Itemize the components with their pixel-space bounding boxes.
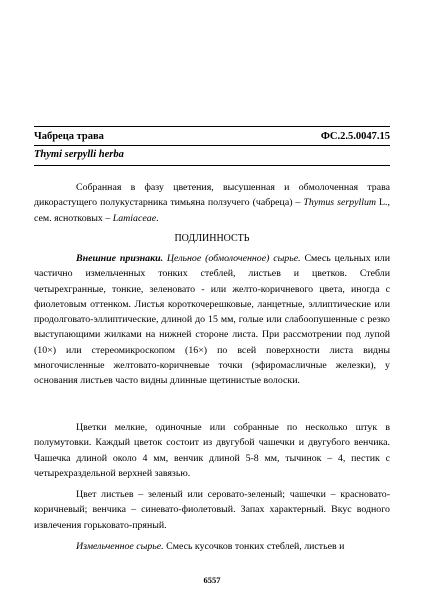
intro-latin-1: Thymus serpyllum xyxy=(303,197,377,209)
monograph-title-la: Thymi serpylli herba xyxy=(34,149,124,160)
intro-text-2: L., сем. яснотковых – xyxy=(34,197,390,224)
color-paragraph xyxy=(34,487,390,533)
external-sublabel: Цельное (обмолоченное) сырье. xyxy=(163,253,301,264)
header-bottom-rule xyxy=(34,165,390,166)
color-text: Цвет листьев – зеленый или серовато-зеленый; чашечки – красновато-коричневый; венчика – синевато-фиолетовый. Запах характерный. Вкус водного извлечения горьковато-пряный. xyxy=(34,489,390,531)
monograph-title-ru: Чабреца трава xyxy=(34,131,104,142)
crushed-paragraph xyxy=(34,539,390,554)
intro-paragraph xyxy=(34,180,390,226)
intro-latin-2: Lamiaceae xyxy=(112,212,157,224)
page-number: 6557 xyxy=(203,575,221,585)
flowers-text: Цветки мелкие, одиночные или собранные по несколько штук в полумутовки. Каждый цветок состоит из двугубой чашечки и двугубого венчика. Чашечка длиной около 4 мм, венчик длиной 5-8 мм, тычинок – 4, пестик с четырехраздельной верхней завязью. xyxy=(34,422,390,479)
intro-text-1: Собранная в фазу цветения, высушенная и обмолоченная трава дикорастущего полукустарника тимьяна ползучего (чабреца) – xyxy=(34,182,390,209)
external-label: Внешние признаки. xyxy=(76,253,164,264)
intro-text-3: . xyxy=(156,212,159,224)
crushed-text: Смесь кусочков тонких стеблей, листьев и xyxy=(163,541,345,552)
section-heading-identity: ПОДЛИННОСТЬ xyxy=(174,233,250,244)
flowers-paragraph xyxy=(34,420,390,481)
crushed-label: Измельченное сырье. xyxy=(76,541,164,552)
external-text: Смесь цельных или частично измельченных тонких стеблей, листьев и цветков. Стебли четырехгранные, тонкие, зеленовато - или желто-коричневого цвета, иногда с фиолетовым оттенком. Листья короткочерешковые, ланцетные, эллиптические или продолговато-эллиптические, длиной до 15 мм, голые или слабоопушенные с резко выступающими жилками на нижней стороне листа. При рассмотрении под лупой (10×) или стереомикроскопом (16×) по всей поверхности листа видны многочисленные желтовато-коричневые точки (эфиромасличные железки), у основания листьев часто видны длинные щетинистые волоски. xyxy=(34,253,390,387)
monograph-code: ФС.2.5.0047.15 xyxy=(320,131,390,142)
external-signs-paragraph xyxy=(34,251,390,389)
header-top-rule xyxy=(34,126,390,127)
header-middle-rule xyxy=(34,145,390,146)
